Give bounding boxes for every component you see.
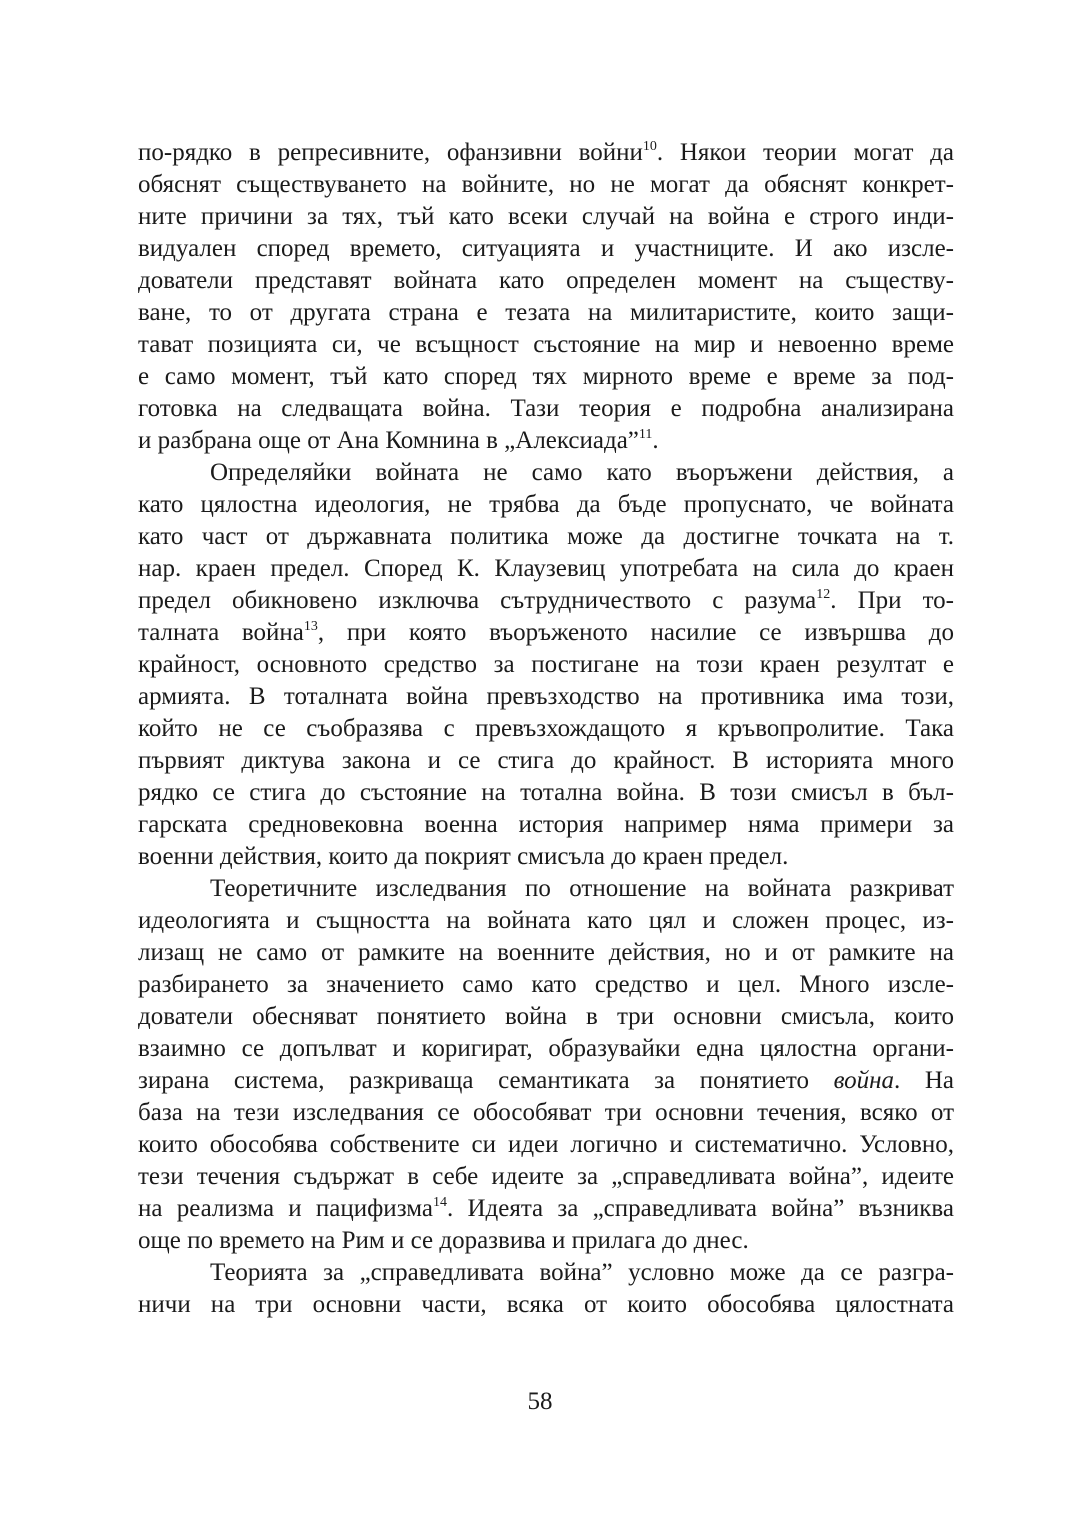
text-line: военни действия, които да покрият смисъла до краен предел.	[138, 843, 789, 870]
footnote-ref-13[interactable]: 13	[303, 619, 318, 634]
text-line: като част от държавната политика може да достигне точката на т.	[138, 523, 954, 550]
page-number: 58	[527, 1388, 553, 1415]
text-line: нар. краен предел. Според К. Клаузевиц употребата на сила до краен	[138, 555, 954, 582]
text-line: рядко се стига до състояние на тотална война. В този смисъл в бъл-	[138, 779, 954, 806]
text-line: идеологията и същността на войната като цял и сложен процес, из-	[138, 907, 954, 934]
text-line: на реализма и пацифизма$^{14}$. Идеята за „справедливата война” възниква	[138, 1195, 954, 1222]
text-line: като цялостна идеология, не трябва да бъде пропуснато, че войната	[138, 491, 954, 518]
paragraph-4	[138, 1257, 954, 1321]
text-line: взаимно се допълват и коригират, образувайки една цялостна органи-	[138, 1035, 954, 1062]
paragraph-3	[138, 873, 954, 1257]
footnote-ref-10[interactable]: 10	[642, 139, 657, 154]
paragraph-1	[138, 137, 954, 457]
text-line: разбирането за значението само като средство и цел. Много изсле-	[138, 971, 954, 998]
text-line: крайност, основното средство за постигане на този краен резултат е	[138, 651, 954, 678]
text-line: лизащ не само от рамките на военните действия, но и от рамките на	[138, 939, 954, 966]
text-line: Определяйки войната не само като въоръжени действия, а	[210, 459, 954, 486]
page-body-text	[138, 137, 954, 1321]
text-line: тези течения съдържат в себе идеите за „справедливата война”, идеите	[138, 1163, 954, 1190]
text-line: зирана система, разкриваща семантиката за понятието война. На	[138, 1067, 954, 1094]
footnote-ref-14[interactable]: 14	[432, 1195, 447, 1210]
text-line: който не се съобразява с превъзхождащото я кръвопролитие. Така	[138, 715, 954, 742]
text-line: обяснят съществуването на войните, но не могат да обяснят конкрет-	[138, 171, 954, 198]
text-line: ните причини за тях, тъй като всеки случай на война е строго инди-	[138, 203, 954, 230]
footnote-ref-12[interactable]: 12	[816, 587, 831, 602]
text-line: още по времето на Рим и се доразвива и прилага до днес.	[138, 1227, 749, 1254]
text-line: ничи на три основни части, всяка от които обособява цялостната	[138, 1291, 954, 1318]
text-line: Теоретичните изследвания по отношение на войната разкриват	[210, 875, 954, 902]
text-line: първият диктува закона и се стига до крайност. В историята много	[138, 747, 954, 774]
text-line: дователи представят войната като определен момент на съществу-	[138, 267, 954, 294]
text-line: дователи обесняват понятието война в три основни смисъла, които	[138, 1003, 954, 1030]
text-line: които обособява собствените си идеи логично и систематично. Условно,	[138, 1131, 954, 1158]
text-line: база на тези изследвания се обособяват три основни течения, всяко от	[138, 1099, 954, 1126]
emphasized-term: война	[833, 1067, 894, 1094]
text-line: предел обикновено изключва сътрудничеството с разума$^{12}$. При то-	[138, 587, 954, 614]
paragraph-2	[138, 457, 954, 873]
footnote-ref-11[interactable]: 11	[638, 427, 653, 442]
text-line: готовка на следващата война. Тази теория е подробна анализирана	[138, 395, 954, 422]
text-line: гарската средновековна военна история например няма примери за	[138, 811, 954, 838]
text-line: Теорията за „справедливата война” условно може да се разгра-	[210, 1259, 954, 1286]
text-line: армията. В тоталната война превъзходство на противника има този,	[138, 683, 954, 710]
text-line: тават позицията си, че всъщност състояние на мир и невоенно време	[138, 331, 954, 358]
text-line: талната война$^{13}$, при която въоръженото насилие се извършва до	[138, 619, 954, 646]
text-line: е само момент, тъй като според тях мирното време е време за под-	[138, 363, 954, 390]
text-line: по-рядко в репресивните, офанзивни войни$^{10}$. Някои теории могат да	[138, 139, 954, 166]
text-line: и разбрана още от Ана Комнина в „Алексиада”$^{11}$.	[138, 427, 659, 454]
text-line: ване, то от другата страна е тезата на милитаристите, които защи-	[138, 299, 954, 326]
text-line: видуален според времето, ситуацията и участниците. И ако изсле-	[138, 235, 954, 262]
